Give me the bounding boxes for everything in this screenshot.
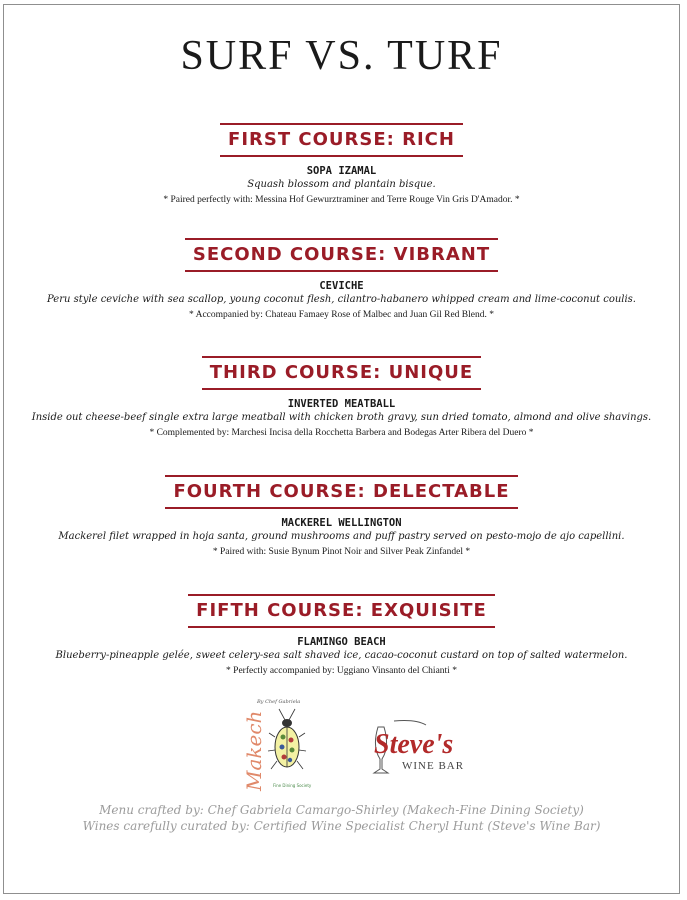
dish-name: CEVICHE bbox=[319, 279, 364, 292]
course-heading: SECOND COURSE: VIBRANT bbox=[185, 238, 498, 272]
menu-title: SURF VS. TURF bbox=[180, 33, 503, 79]
wine-pairing: * Perfectly accompanied by: Uggiano Vinsanto del Chianti * bbox=[226, 665, 457, 676]
course-heading: FOURTH COURSE: DELECTABLE bbox=[165, 475, 517, 509]
beetle-icon bbox=[268, 709, 306, 769]
dish-description: Peru style ceviche with sea scallop, young coconut flesh, cilantro-habanero whipped cream and lime-coconut coulis. bbox=[47, 294, 636, 306]
dish-name: INVERTED MEATBALL bbox=[287, 397, 396, 410]
makech-subtitle: Fine Dining Society bbox=[273, 783, 312, 788]
course-section-4 bbox=[4, 475, 679, 558]
credits bbox=[4, 803, 679, 834]
menu-page bbox=[3, 4, 680, 894]
steves-logo-graphic bbox=[364, 717, 474, 777]
credit-wines: Wines carefully curated by: Certified Wine Specialist Cheryl Hunt (Steve's Wine Bar) bbox=[82, 818, 601, 833]
makech-top-text: By Chef Gabriela bbox=[257, 699, 301, 705]
steves-logo bbox=[364, 717, 474, 777]
dish-description: Mackerel filet wrapped in hoja santa, ground mushrooms and puff pastry served on pesto-mojo de ajo capellini. bbox=[58, 531, 625, 543]
makech-name: Makech bbox=[242, 710, 266, 791]
dish-description: Blueberry-pineapple gelée, sweet celery-sea salt shaved ice, cacao-coconut custard on top of salted watermelon. bbox=[55, 650, 628, 662]
dish-name: MACKEREL WELLINGTON bbox=[281, 516, 402, 529]
wine-pairing: * Accompanied by: Chateau Famaey Rose of Malbec and Juan Gil Red Blend. * bbox=[189, 309, 494, 320]
course-heading: THIRD COURSE: UNIQUE bbox=[202, 356, 481, 390]
wine-pairing: * Complemented by: Marchesi Incisa della Rocchetta Barbera and Bodegas Arter Ribera del Duero * bbox=[149, 427, 534, 438]
course-section-2 bbox=[4, 238, 679, 321]
course-section-3 bbox=[4, 356, 679, 439]
steves-subtitle: WINE BAR bbox=[402, 760, 465, 772]
makech-logo bbox=[239, 695, 319, 795]
course-section-5 bbox=[4, 594, 679, 677]
dish-name: FLAMINGO BEACH bbox=[297, 635, 386, 648]
wine-pairing: * Paired with: Susie Bynum Pinot Noir and Silver Peak Zinfandel * bbox=[212, 546, 471, 557]
dish-name: SOPA IZAMAL bbox=[306, 164, 377, 177]
dish-description: Squash blossom and plantain bisque. bbox=[247, 179, 436, 191]
steves-name: Steve's bbox=[374, 729, 454, 760]
dish-description: Inside out cheese-beef single extra large meatball with chicken broth gravy, sun dried tomato, almond and olive shavings. bbox=[31, 412, 652, 424]
course-heading: FIRST COURSE: RICH bbox=[220, 123, 463, 157]
credit-chef: Menu crafted by: Chef Gabriela Camargo-Shirley (Makech-Fine Dining Society) bbox=[99, 803, 584, 817]
course-section-1 bbox=[4, 123, 679, 206]
course-heading: FIFTH COURSE: EXQUISITE bbox=[188, 594, 495, 628]
wine-pairing: * Paired perfectly with: Messina Hof Gewurztraminer and Terre Rouge Vin Gris D'Amador. * bbox=[163, 194, 520, 205]
sponsor-logos bbox=[4, 695, 679, 795]
makech-logo-graphic bbox=[239, 695, 319, 795]
